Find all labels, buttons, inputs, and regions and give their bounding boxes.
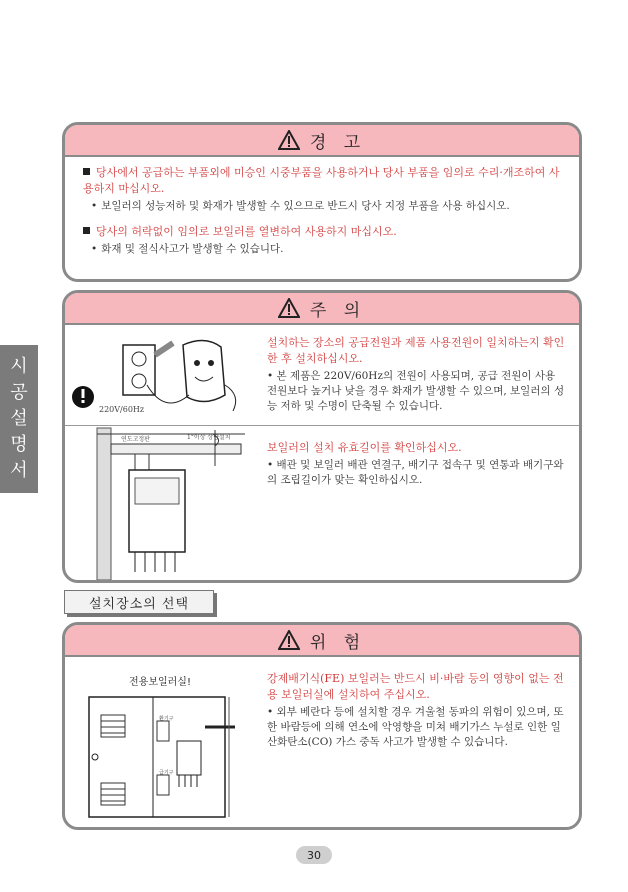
warning-title: 경 고 [309,132,367,153]
boiler-installation-illustration [65,426,259,582]
page-number: 30 [296,846,332,864]
flue-plate-label: 연도고정판 [121,436,150,443]
caution-length-heading: 보일러의 설치 유효길이를 확인하십시오. [267,441,462,454]
side-tab-char: 서 [10,460,28,481]
warning-item [83,165,563,214]
warning-item-text: 당사의 허락없이 임의로 보일러를 열변하여 사용하지 마십시오. [96,225,397,238]
warning-triangle-icon [278,298,300,318]
voltage-label: 220V/60Hz [99,405,145,414]
warning-item-note: 화재 및 절식사고가 발생할 수 있습니다. [101,243,284,255]
warning-item-note: 보일러의 성능저하 및 화재가 발생할 수 있으므로 반드시 당사 지정 부품을 사용 하십시오. [101,200,510,212]
slope-label: 1°이상 상향설치 [187,434,231,441]
warning-item-text: 당사에서 공급하는 부품외에 미승인 시중부품을 사용하거나 당사 부품을 임의로 수리·개조하여 사용하지 마십시오. [83,166,560,195]
boiler-room-label: 전용보일러실! [129,677,191,688]
side-section-tab [0,345,38,493]
section-heading-tab: 설치장소의 선택 [64,590,214,614]
warning-panel-header [65,125,579,157]
dot-bullet-icon: • [267,706,277,718]
warning-panel [62,122,582,282]
caution-row-length [65,426,579,582]
intake-label: 급기구 [159,770,174,776]
square-bullet-icon [83,227,90,234]
side-tab-char: 공 [10,382,28,403]
danger-note: 외부 베란다 등에 설치할 경우 겨울철 동파의 위험이 있으며, 또한 바람등에 의해 연소에 악영향을 미쳐 배기가스 누설로 인한 일산화탄소(CO) 가스 중독 사고가 발생할 수 있습니다. [267,706,564,748]
side-tab-char: 설 [10,408,28,429]
caution-panel [62,290,582,583]
vent-label: 환기구 [159,716,174,722]
side-tab-char: 명 [10,434,28,455]
caution-panel-header [65,293,579,325]
square-bullet-icon [83,168,90,175]
dot-bullet-icon: • [267,370,277,382]
dot-bullet-icon: • [91,243,98,255]
dot-bullet-icon: • [267,459,277,471]
caution-length-note: 배관 및 보일러 배관 연결구, 배기구 접속구 및 연통과 배기구와의 조립길이가 맞는 확인하십시오. [267,459,564,486]
dot-bullet-icon: • [91,200,98,212]
side-tab-char: 시 [10,356,28,377]
caution-title: 주 의 [309,300,367,321]
warning-triangle-icon [278,630,300,650]
caution-power-heading: 설치하는 장소의 공급전원과 제품 사용전원이 일치하는지 확인한 후 설치하십시오. [267,336,565,365]
danger-row [65,657,579,829]
danger-panel [62,622,582,830]
power-outlet-illustration [65,325,259,425]
danger-title: 위 험 [309,632,367,653]
danger-heading: 강제배기식(FE) 보일러는 반드시 비·바람 등의 영향이 없는 전용 보일러실에 설치하여 주십시오. [267,672,564,701]
danger-panel-header [65,625,579,657]
warning-item [83,224,563,257]
caution-row-power [65,325,579,426]
boiler-room-illustration [65,657,259,829]
warning-triangle-icon [278,130,300,150]
caution-power-note: 본 제품은 220V/60Hz의 전원이 사용되며, 공급 전원이 사용전원보다 높거나 낮을 경우 화재가 발생할 수 있으며, 보일러의 성능 저하 및 수명이 단축될 수 있습니다. [267,370,565,412]
